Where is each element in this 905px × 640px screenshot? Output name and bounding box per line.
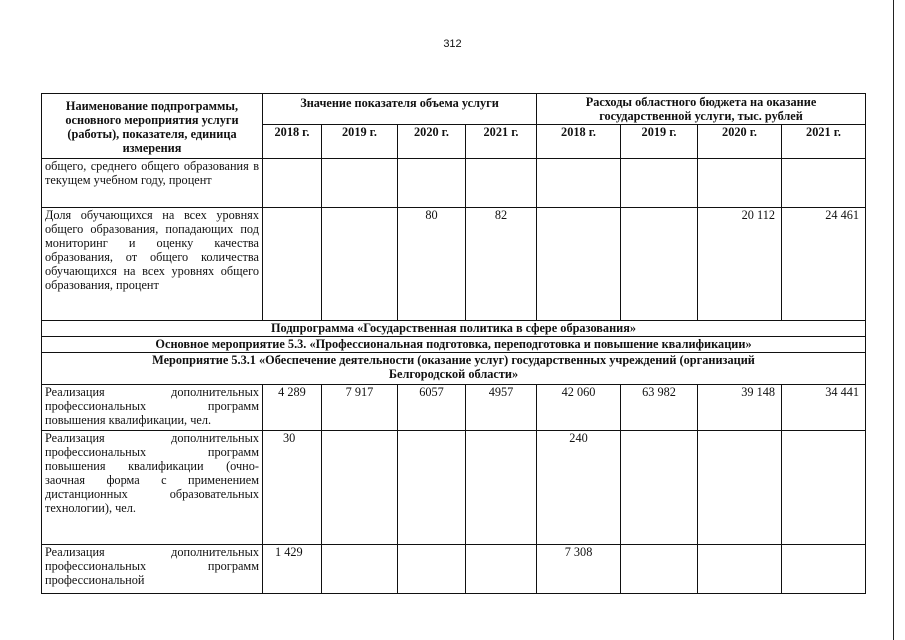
table-row xyxy=(42,208,866,321)
subprogram-title: Подпрограмма «Государственная политика в сфере образования» xyxy=(42,321,866,337)
value-cell: 6057 xyxy=(398,385,466,431)
value-cell xyxy=(782,159,866,208)
value-cell xyxy=(782,545,866,594)
value-cell: 7 308 xyxy=(537,545,621,594)
table-row xyxy=(42,545,866,594)
budget-table-container xyxy=(41,93,866,594)
row-name-cell: Доля обучающихся на всех уровнях общего образования, попадающих под мониторинг и оценку качества образования, от общего количества обучающихся на всех уровнях общего образования, процент xyxy=(42,208,263,321)
header-budget-column: Расходы областного бюджета на оказание государственной услуги, тыс. рублей xyxy=(537,94,866,125)
value-cell xyxy=(537,159,621,208)
activity-title: Мероприятие 5.3.1 «Обеспечение деятельности (оказание услуг) государственных учреждений (организаций Белгородской области» xyxy=(42,353,866,385)
header-year: 2019 г. xyxy=(322,125,398,159)
value-cell: 39 148 xyxy=(698,385,782,431)
value-cell xyxy=(621,159,698,208)
value-cell: 24 461 xyxy=(782,208,866,321)
table-row xyxy=(42,431,866,545)
value-cell xyxy=(621,208,698,321)
value-cell: 4 289 xyxy=(263,385,322,431)
value-cell xyxy=(782,431,866,545)
value-cell: 1 429 xyxy=(263,545,322,594)
value-cell xyxy=(263,159,322,208)
value-cell: 34 441 xyxy=(782,385,866,431)
value-cell: 82 xyxy=(466,208,537,321)
row-name-cell: Реализация дополнительных профессиональных программ профессиональной xyxy=(42,545,263,594)
value-cell xyxy=(398,431,466,545)
header-year: 2018 г. xyxy=(537,125,621,159)
value-cell xyxy=(537,208,621,321)
value-cell xyxy=(621,431,698,545)
value-cell xyxy=(621,545,698,594)
value-cell xyxy=(398,545,466,594)
row-name-cell: Реализация дополнительных профессиональных программ повышения квалификации (очно-заочная форма с применением дистанционных образовательных технологии), чел. xyxy=(42,431,263,545)
section-row-subprogram xyxy=(42,321,866,337)
header-year: 2018 г. xyxy=(263,125,322,159)
budget-table xyxy=(41,93,866,594)
header-year: 2021 г. xyxy=(466,125,537,159)
section-row-activity xyxy=(42,353,866,385)
page-number: 312 xyxy=(443,38,462,50)
header-volume-column: Значение показателя объема услуги xyxy=(263,94,537,125)
value-cell: 7 917 xyxy=(322,385,398,431)
row-name-cell: общего, среднего общего образования в текущем учебном году, процент xyxy=(42,159,263,208)
value-cell: 240 xyxy=(537,431,621,545)
value-cell xyxy=(698,431,782,545)
value-cell xyxy=(466,431,537,545)
value-cell xyxy=(698,159,782,208)
value-cell: 80 xyxy=(398,208,466,321)
value-cell xyxy=(263,208,322,321)
header-row-top xyxy=(42,94,866,125)
value-cell xyxy=(322,208,398,321)
row-name-cell: Реализация дополнительных профессиональных программ повышения квалификации, чел. xyxy=(42,385,263,431)
value-cell: 30 xyxy=(263,431,322,545)
scan-edge-line xyxy=(893,0,894,640)
table-row xyxy=(42,385,866,431)
header-year: 2020 г. xyxy=(398,125,466,159)
header-name-column: Наименование подпрограммы, основного мероприятия услуги (работы), показателя, единица измерения xyxy=(42,94,263,159)
value-cell: 42 060 xyxy=(537,385,621,431)
value-cell: 4957 xyxy=(466,385,537,431)
main-activity-title: Основное мероприятие 5.3. «Профессиональная подготовка, переподготовка и повышение квалификации» xyxy=(42,337,866,353)
header-year: 2021 г. xyxy=(782,125,866,159)
value-cell xyxy=(466,545,537,594)
value-cell xyxy=(322,159,398,208)
value-cell xyxy=(322,545,398,594)
value-cell xyxy=(698,545,782,594)
section-row-main-activity xyxy=(42,337,866,353)
value-cell xyxy=(398,159,466,208)
header-year: 2020 г. xyxy=(698,125,782,159)
table-row xyxy=(42,159,866,208)
value-cell xyxy=(466,159,537,208)
header-year: 2019 г. xyxy=(621,125,698,159)
value-cell xyxy=(322,431,398,545)
value-cell: 63 982 xyxy=(621,385,698,431)
value-cell: 20 112 xyxy=(698,208,782,321)
